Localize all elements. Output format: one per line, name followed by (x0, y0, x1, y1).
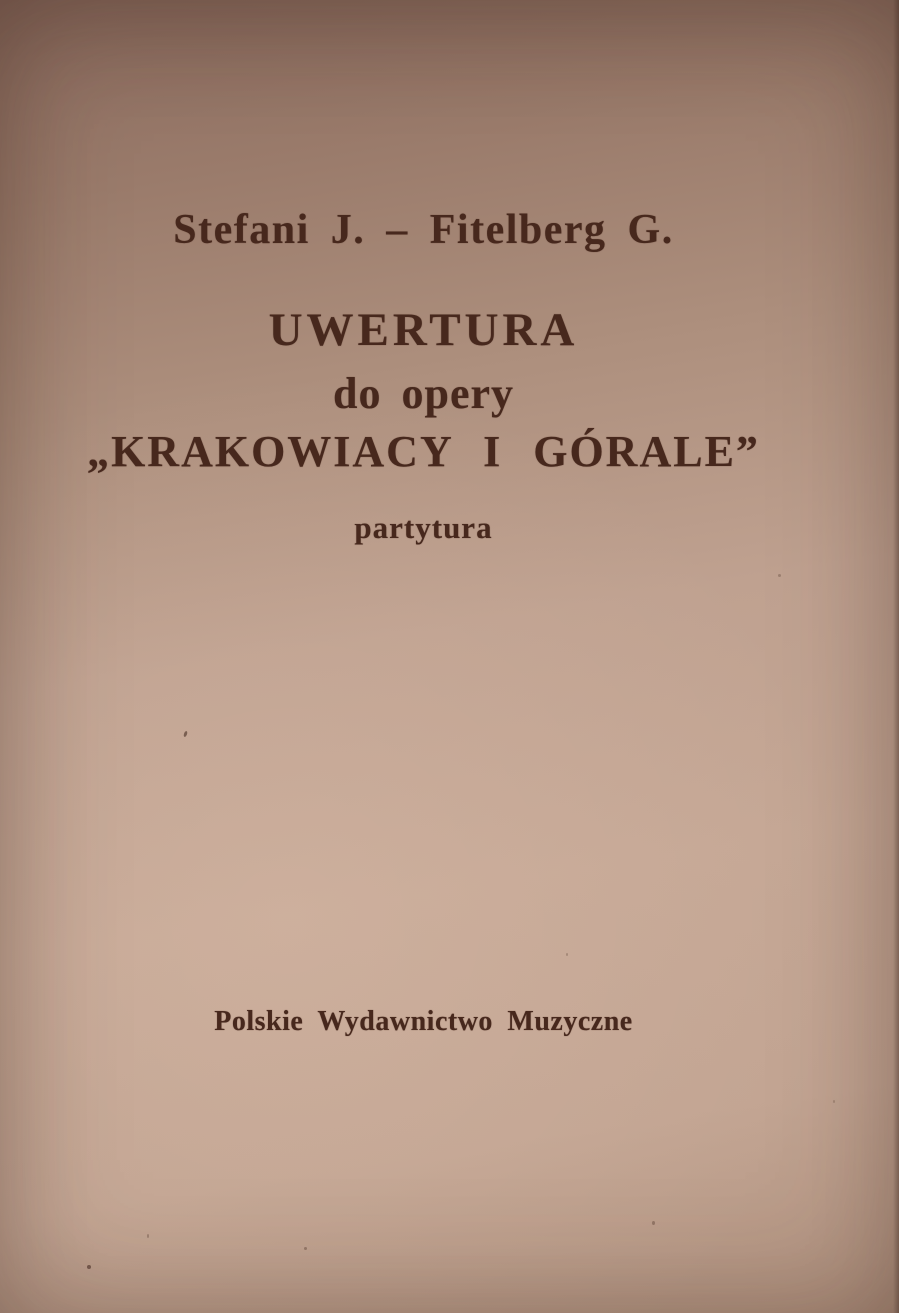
paper-speck (833, 1100, 835, 1103)
title-main: UWERTURA (268, 304, 579, 356)
paper-speck (778, 574, 781, 577)
score-type-label: partytura (354, 510, 493, 545)
title-subline: do opery (333, 369, 514, 418)
paper-speck (147, 1234, 149, 1238)
author-line: Stefani J. – Fitelberg G. (173, 207, 674, 253)
paper-speck (183, 731, 188, 738)
paper-speck (304, 1247, 307, 1250)
paper-speck (87, 1265, 91, 1269)
paper-speck (652, 1221, 655, 1225)
opera-title: „KRAKOWIACY I GÓRALE” (87, 427, 760, 476)
publisher-line: Polskie Wydawnictwo Muzyczne (214, 1006, 633, 1037)
paper-speck (566, 953, 568, 956)
